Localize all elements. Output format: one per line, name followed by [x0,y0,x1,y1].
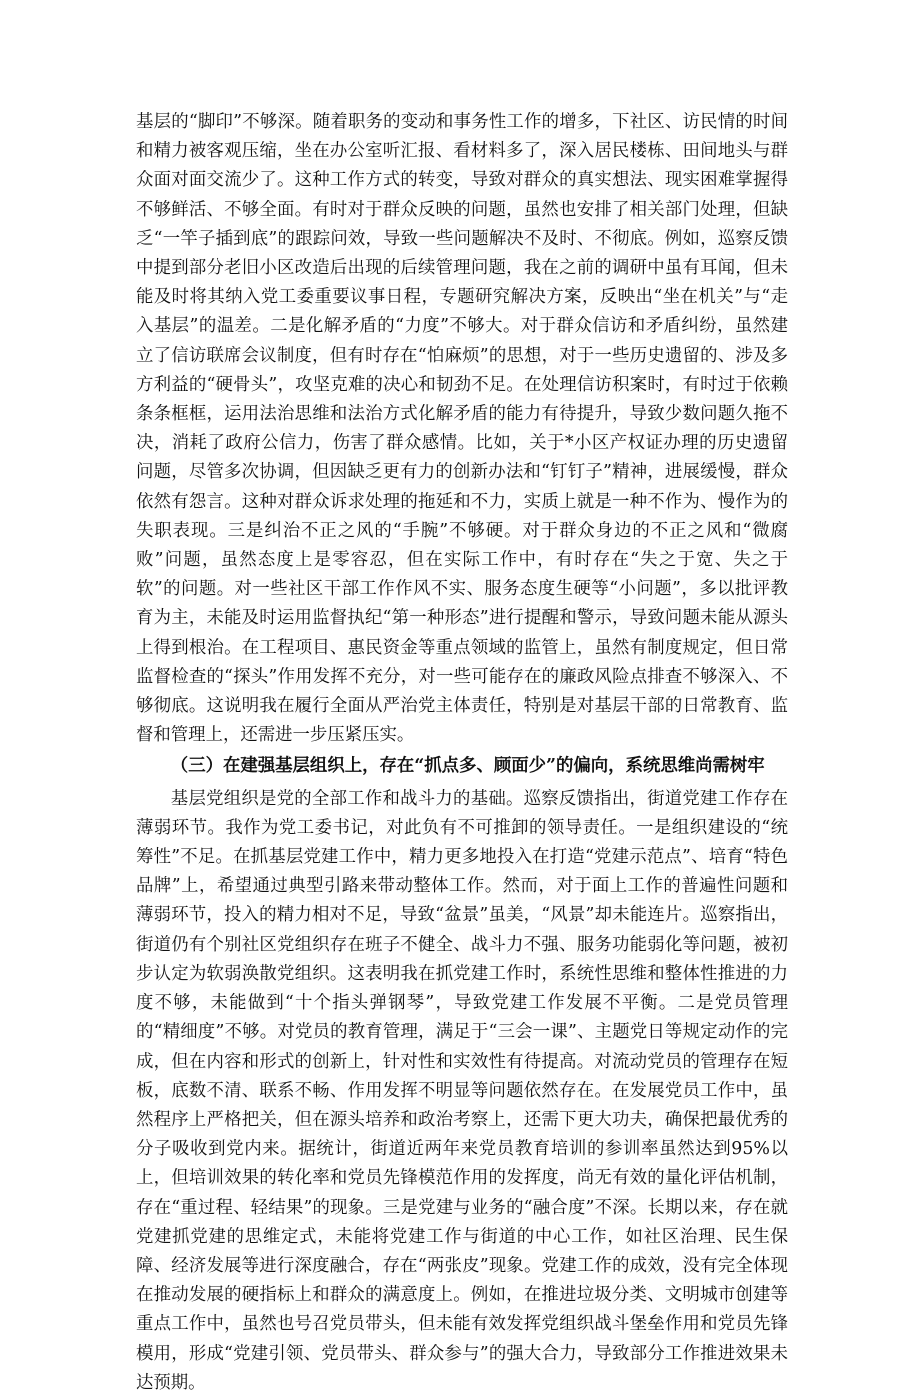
body-paragraph-continued: 基层的“脚印”不够深。随着职务的变动和事务性工作的增多，下社区、访民情的时间和精力被客观压缩，坐在办公室听汇报、看材料多了，深入居民楼栋、田间地头与群众面对面交流少了。这种工作方式的转变，导致对群众的真实想法、现实困难掌握得不够鲜活、不够全面。有时对于群众反映的问题，虽然也安排了相关部门处理，但缺乏“一竿子插到底”的跟踪问效，导致一些问题解决不及时、不彻底。例如，巡察反馈中提到部分老旧小区改造后出现的后续管理问题，我在之前的调研中虽有耳闻，但未能及时将其纳入党工委重要议事日程，专题研究解决方案，反映出“坐在机关”与“走入基层”的温差。二是化解矛盾的“力度”不够大。对于群众信访和矛盾纠纷，虽然建立了信访联席会议制度，但有时存在“怕麻烦”的思想，对于一些历史遗留的、涉及多方利益的“硬骨头”，攻坚克难的决心和韧劲不足。在处理信访积案时，有时过于依赖条条框框，运用法治思维和法治方式化解矛盾的能力有待提升，导致少数问题久拖不决，消耗了政府公信力，伤害了群众感情。比如，关于*小区产权证办理的历史遗留问题，尽管多次协调，但因缺乏更有力的创新办法和“钉钉子”精神，进展缓慢，群众依然有怨言。这种对群众诉求处理的拖延和不力，实质上就是一种不作为、慢作为的失职表现。三是纠治不正之风的“手腕”不够硬。对于群众身边的不正之风和“微腐败”问题，虽然态度上是零容忍，但在实际工作中，有时存在“失之于宽、失之于软”的问题。对一些社区干部工作作风不实、服务态度生硬等“小问题”，多以批评教育为主，未能及时运用监督执纪“第一种形态”进行提醒和警示，导致问题未能从源头上得到根治。在工程项目、惠民资金等重点领域的监管上，虽然有制度规定，但日常监督检查的“探头”作用发挥不充分，对一些可能存在的廉政风险点排查不够深入、不够彻底。这说明我在履行全面从严治党主体责任，特别是对基层干部的日常教育、监督和管理上，还需进一步压紧压实。 [136,112,788,746]
section-heading-3: （三）在建强基层组织上，存在“抓点多、顾面少”的偏向，系统思维尚需树牢 [170,756,765,777]
document-page [136,108,788,1398]
body-paragraph: 基层党组织是党的全部工作和战斗力的基础。巡察反馈指出，街道党建工作存在薄弱环节。我作为党工委书记，对此负有不可推卸的领导责任。一是组织建设的“统筹性”不足。在抓基层党建工作中，精力更多地投入在打造“党建示范点”、培育“特色品牌”上，希望通过典型引路来带动整体工作。然而，对于面上工作的普遍性问题和薄弱环节，投入的精力相对不足，导致“盆景”虽美，“风景”却未能连片。巡察指出，街道仍有个别社区党组织存在班子不健全、战斗力不强、服务功能弱化等问题，被初步认定为软弱涣散党组织。这表明我在抓党建工作时，系统性思维和整体性推进的力度不够，未能做到“十个指头弹钢琴”，导致党建工作发展不平衡。二是党员管理的“精细度”不够。对党员的教育管理，满足于“三会一课”、主题党日等规定动作的完成，但在内容和形式的创新上，针对性和实效性有待提高。对流动党员的管理存在短板，底数不清、联系不畅、作用发挥不明显等问题依然存在。在发展党员工作中，虽然程序上严格把关，但在源头培养和政治考察上，还需下更大功夫，确保把最优秀的分子吸收到党内来。据统计，街道近两年来党员教育培训的参训率虽然达到95%以上，但培训效果的转化率和党员先锋模范作用的发挥度，尚无有效的量化评估机制，存在“重过程、轻结果”的现象。三是党建与业务的“融合度”不深。长期以来，存在就党建抓党建的思维定式，未能将党建工作与街道的中心工作，如社区治理、民生保障、经济发展等进行深度融合，存在“两张皮”现象。党建工作的成效，没有完全体现在推动发展的硬指标上和群众的满意度上。例如，在推进垃圾分类、文明城市创建等重点工作中，虽然也号召党员带头，但未能有效发挥党组织战斗堡垒作用和党员先锋模用，形成“党建引领、党员带头、群众参与”的强大合力，导致部分工作推进效果未达预期。 [136,788,788,1393]
